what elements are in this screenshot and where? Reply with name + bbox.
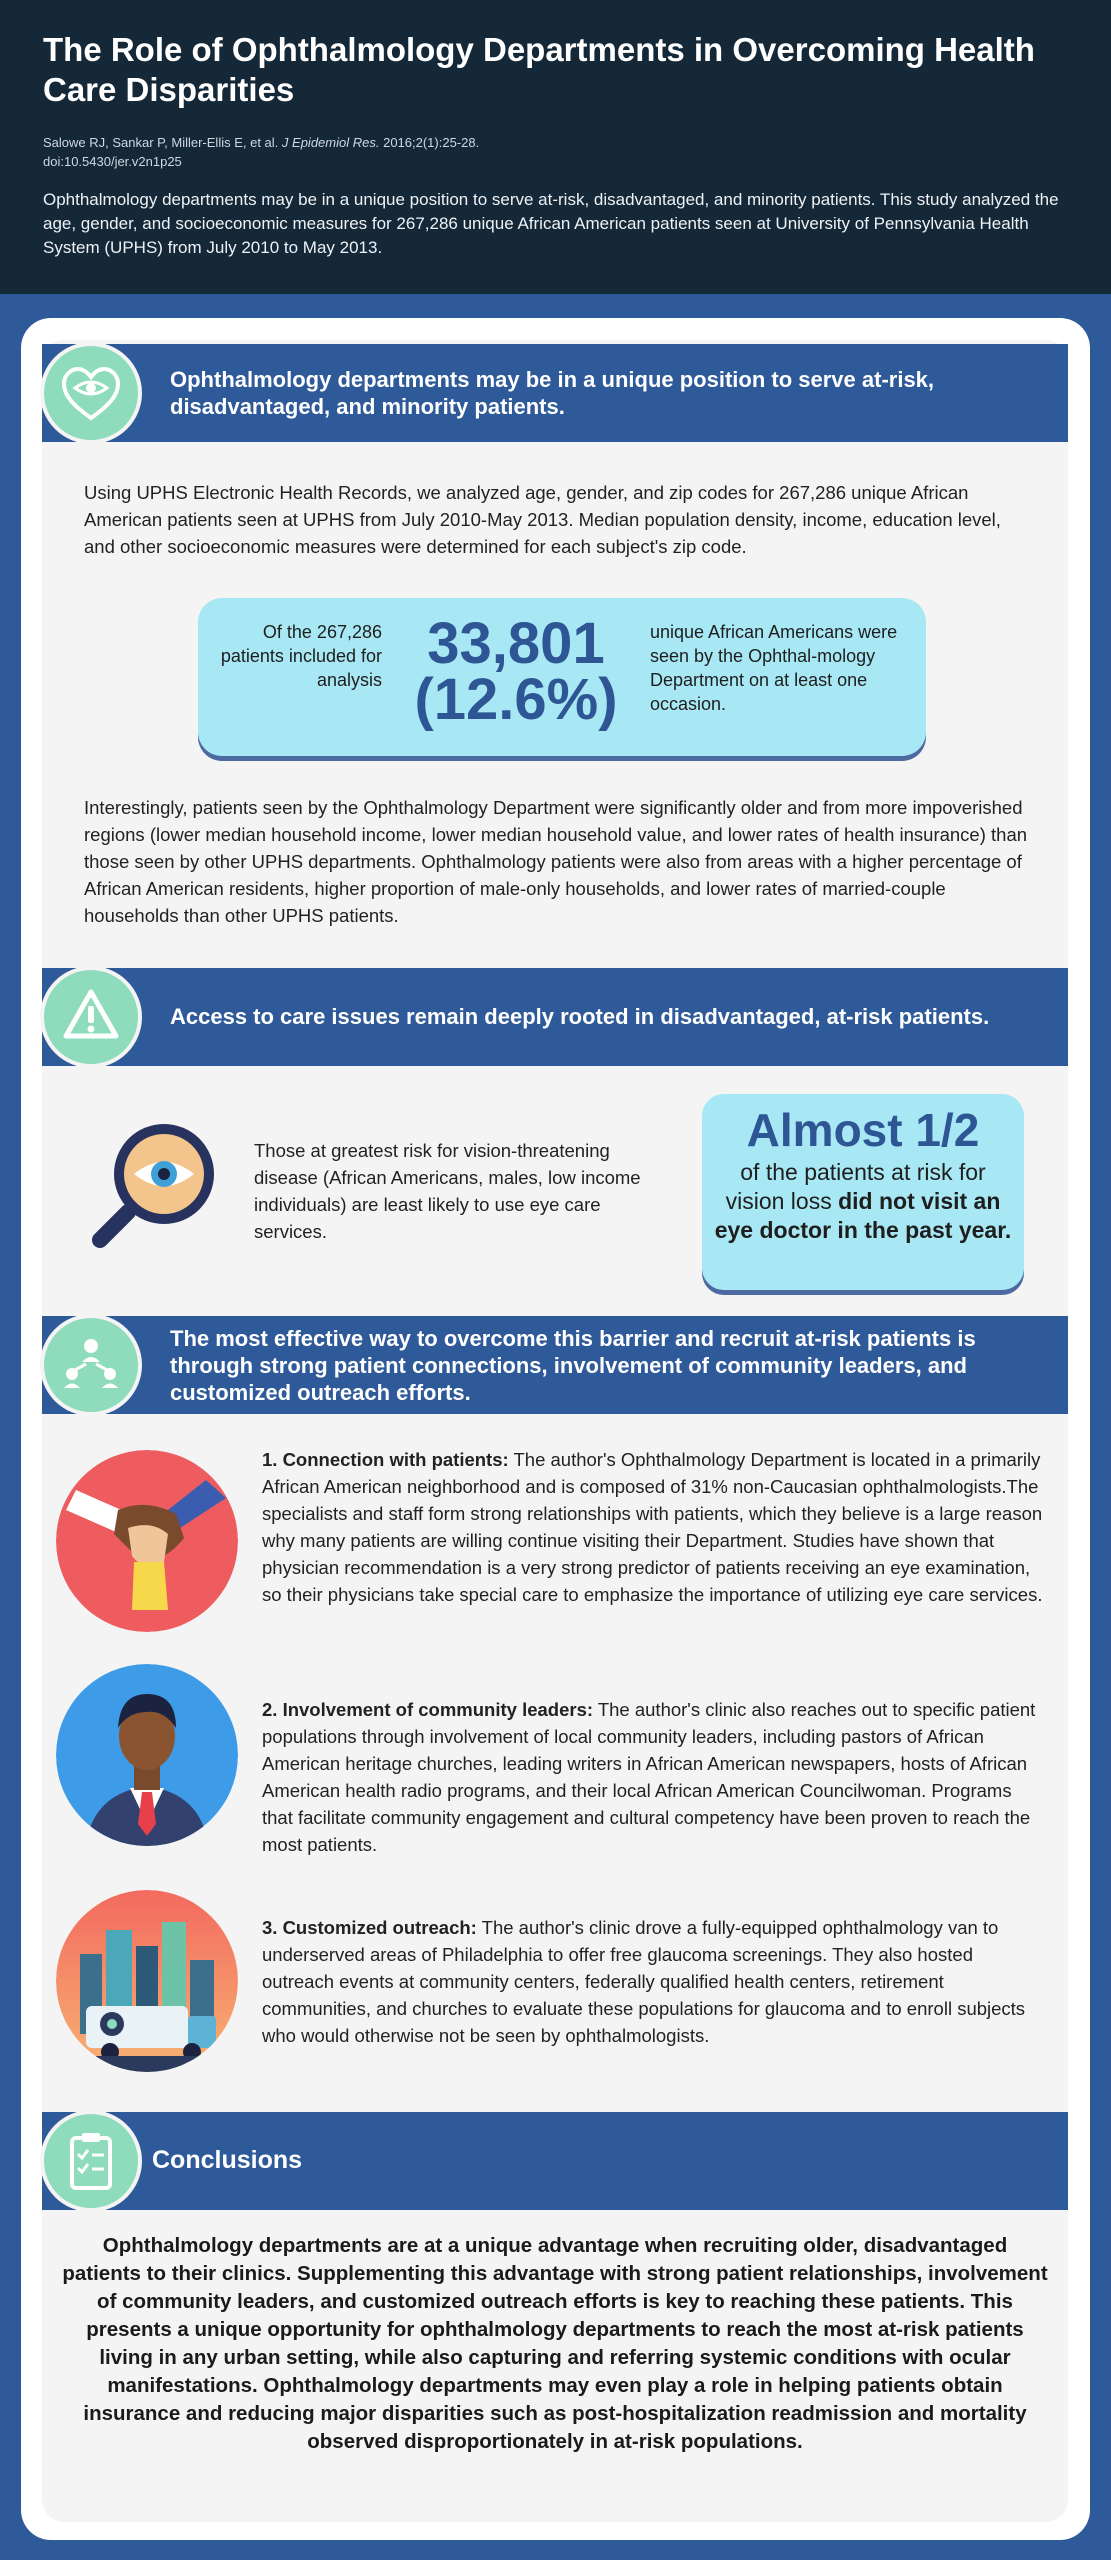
magnifier-eye-icon (88, 1116, 224, 1252)
conclusions-band (42, 2112, 1068, 2210)
item2-label: 2. Involvement of community leaders: (262, 1699, 594, 1720)
clipboard-checklist-icon (40, 2110, 142, 2212)
citation-doi: doi:10.5430/jer.v2n1p25 (43, 154, 182, 169)
outreach-van-illustration (56, 1890, 238, 2072)
item3-text (262, 1914, 1046, 2049)
conclusions-text: Ophthalmology departments are at a unique advantage when recruiting older, disadvantaged patients to their clinics. Supplementing this advantage with strong patient relationships, involvement of community leaders, and customized outreach efforts is key to reaching these patients. This presents a unique opportunity for ophthalmology departments to reach the most at-risk patients living in any urban setting, while also capturing and referring systemic conditions with ocular manifestations. Ophthalmology departments may even play a role in helping patients obtain insurance and reducing major disparities such as post-hospitalization readmission and mortality observed disproportionately in at-risk populations. (62, 2234, 1048, 2453)
warning-icon (40, 966, 142, 1068)
risk-paragraph: Those at greatest risk for vision-threatening disease (African Americans, males, low income individuals) are least likely to use eye care services. (254, 1140, 641, 1242)
header (0, 0, 1111, 294)
findings-paragraph: Interestingly, patients seen by the Ophthalmology Department were significantly older and from more impoverished regions (lower median household income, lower median household value, and lower rates of health insurance) than those seen by other UPHS departments. Ophthalmology patients were also from areas with a higher percentage of African American residents, higher proportion of male-only households, and lower rates of married-couple households than other UPHS patients. (84, 797, 1028, 926)
citation (43, 133, 943, 171)
section2-heading: Access to care issues remain deeply rooted in disadvantaged, at-risk patients. (170, 1004, 990, 1029)
section3-heading: The most effective way to overcome this barrier and recruit at-risk patients is through strong patient connections, involvement of community leaders, and customized outreach efforts. (170, 1326, 976, 1405)
citation-journal: J Epidemiol Res. (281, 135, 380, 150)
item2-text (262, 1696, 1046, 1858)
item3-body: The author's clinic drove a fully-equipped ophthalmology van to underserved areas of Philadelphia to offer free glaucoma screenings. They also hosted outreach events at community centers, federally qualified health centers, retirement communities, and churches to evaluate these populations for glaucoma and to enroll subjects who would otherwise not be seen by ophthalmologists. (262, 1917, 1026, 2046)
half-big-text: Almost 1/2 (746, 1104, 980, 1156)
item3-label: 3. Customized outreach: (262, 1917, 477, 1938)
item1-text (262, 1446, 1046, 1608)
network-people-icon (40, 1314, 142, 1416)
stat-count: 33,801 (427, 611, 605, 676)
citation-authors: Salowe RJ, Sankar P, Miller-Ellis E, et al. (43, 135, 279, 150)
page-title: The Role of Ophthalmology Departments in Overcoming Health Care Disparities (43, 31, 1035, 108)
stat-right-text: unique African Americans were seen by the Ophthal-mology Department on at least one occasion. (650, 622, 898, 714)
section3-band (42, 1316, 1068, 1414)
item1-body: The author's Ophthalmology Department is located in a primarily African American neighborhood and is composed of 31% non-Caucasian ophthalmologists.The specialists and staff form strong relationships with patients, which they believe is a large reason why many patients are willing continue visiting their Department. Studies have shown that physician recommendation is a very strong predictor of patients receiving an eye examination, so their physicians take special care to emphasize the importance of utilizing eye care services. (262, 1449, 1043, 1605)
section1-heading: Ophthalmology departments may be in a unique position to serve at-risk, disadvantaged, and minority patients. (170, 367, 935, 419)
community-leader-illustration (56, 1664, 238, 1846)
heart-eye-icon (40, 342, 142, 444)
half-small-bold: did not visit an eye doctor in the past year. (714, 1188, 1012, 1243)
stat-big-number (406, 611, 626, 732)
citation-volume: 2016;2(1):25-28. (383, 135, 480, 150)
half-small-text (714, 1158, 1012, 1245)
stat-box (198, 598, 926, 756)
handshake-illustration (56, 1450, 238, 1632)
half-stat-box (702, 1094, 1024, 1290)
section1-band (42, 344, 1068, 442)
item2-body: The author's clinic also reaches out to specific patient populations through involvement of local community leaders, including pastors of African American heritage churches, leading writers in African American newspapers, hosts of African American health radio programs, and their local African American Councilwoman. Programs that facilitate community engagement and cultural competency have been proven to reach the most patients. (262, 1699, 1036, 1855)
stat-left-text: Of the 267,286 patients included for analysis (220, 622, 382, 690)
conclusions-heading: Conclusions (152, 2146, 303, 2174)
intro-paragraph: Ophthalmology departments may be in a unique position to serve at-risk, disadvantaged, and minority patients. This study analyzed the age, gender, and socioeconomic measures for 267,286 unique African American patients seen at University of Pennsylvania Health System (UPHS) from July 2010 to May 2013. (43, 190, 1059, 257)
methods-paragraph: Using UPHS Electronic Health Records, we analyzed age, gender, and zip codes for 267,286 unique African American patients seen at UPHS from July 2010-May 2013. Median population density, income, education level, and other socioeconomic measures were determined for each subject's zip code. (84, 482, 1001, 557)
item1-label: 1. Connection with patients: (262, 1449, 509, 1470)
section2-band (42, 968, 1068, 1066)
half-small-lead: of the patients at risk for vision loss (725, 1159, 986, 1214)
stat-percent: (12.6%) (414, 667, 618, 732)
